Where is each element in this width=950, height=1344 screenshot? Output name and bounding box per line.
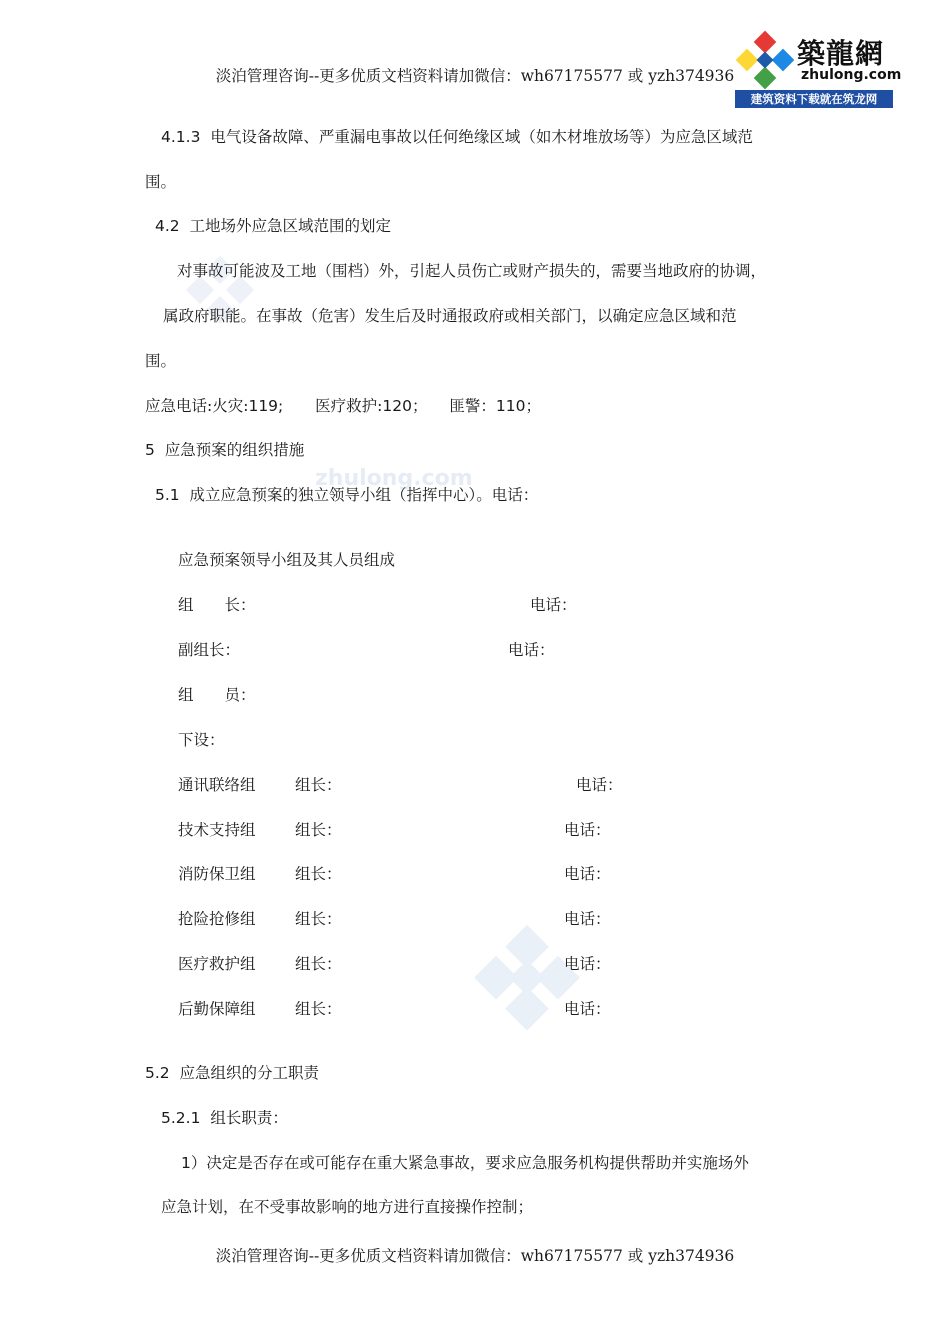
group-name: 抢险抢修组 bbox=[178, 910, 256, 928]
section-number: 4.1.3 bbox=[161, 128, 201, 146]
group-phone-label: 电话： bbox=[576, 776, 623, 794]
group-phone-label: 电话： bbox=[564, 821, 611, 839]
section-5 bbox=[145, 440, 304, 460]
group-phone-label: 电话： bbox=[564, 865, 611, 883]
police-number: 110； bbox=[495, 397, 541, 415]
logo-english-name: zhulong.com bbox=[801, 67, 902, 83]
section-5-2-1 bbox=[161, 1108, 288, 1128]
medical-label: 医疗救护: bbox=[315, 397, 383, 415]
group-name: 后勤保障组 bbox=[178, 1000, 256, 1018]
group-name: 技术支持组 bbox=[178, 821, 256, 839]
section-number: 5.1 bbox=[155, 486, 180, 504]
group-leader-label: 组长： bbox=[295, 1000, 342, 1018]
group-leader-label: 组长： bbox=[295, 865, 342, 883]
section-4-1-3 bbox=[161, 127, 753, 147]
section-number: 4.2 bbox=[155, 217, 180, 235]
logo-top bbox=[735, 30, 902, 90]
section-text: 电气设备故障、严重漏电事故以任何绝缘区域（如木材堆放场等）为应急区域范 bbox=[210, 128, 753, 146]
page-footer: 淡泊管理咨询--更多优质文档资料请加微信：wh67175577 或 yzh374936 bbox=[215, 1247, 735, 1265]
sub-label: 下设： bbox=[178, 731, 225, 749]
group-leader-label: 组长： bbox=[295, 776, 342, 794]
section-number: 5.2 bbox=[145, 1064, 170, 1082]
section-heading: 组长职责： bbox=[210, 1109, 288, 1127]
emergency-phones bbox=[145, 396, 541, 416]
paragraph-line: 围。 bbox=[145, 173, 177, 191]
deputy-label: 副组长： bbox=[178, 641, 241, 659]
section-number: 5 bbox=[145, 441, 155, 459]
members-label: 组 员： bbox=[178, 686, 256, 704]
group-leader-label: 组长： bbox=[295, 821, 342, 839]
section-heading: 应急组织的分工职责 bbox=[179, 1064, 320, 1082]
group-leader-label: 组长： bbox=[295, 955, 342, 973]
section-heading: 应急预案的组织措施 bbox=[164, 441, 305, 459]
duty-item-1 bbox=[181, 1153, 749, 1173]
group-phone-label: 电话： bbox=[564, 955, 611, 973]
group-name: 消防保卫组 bbox=[178, 865, 256, 883]
fire-number: 119; bbox=[248, 397, 284, 415]
medical-number: 120； bbox=[382, 397, 428, 415]
group-name: 医疗救护组 bbox=[178, 955, 256, 973]
deputy-phone-label: 电话： bbox=[508, 641, 555, 659]
paragraph-line: 应急计划，在不受事故影响的地方进行直接操作控制； bbox=[161, 1198, 534, 1216]
section-4-2 bbox=[155, 216, 391, 236]
leader-label: 组 长： bbox=[178, 596, 256, 614]
section-text: 成立应急预案的独立领导小组（指挥中心）。电话： bbox=[189, 486, 539, 504]
group-phone-label: 电话： bbox=[564, 910, 611, 928]
section-heading: 工地场外应急区域范围的划定 bbox=[189, 217, 392, 235]
logo-banner: 建筑资料下载就在筑龙网 bbox=[735, 90, 893, 108]
item-number: 1 bbox=[181, 1154, 191, 1172]
leader-phone-label: 电话： bbox=[530, 596, 577, 614]
logo-chinese-name: 築龍網 bbox=[797, 37, 885, 70]
watermark-text: zhulong.com bbox=[315, 466, 473, 491]
section-number: 5.2.1 bbox=[161, 1109, 201, 1127]
paragraph-line: 对事故可能波及工地（围档）外，引起人员伤亡或财产损失的，需要当地政府的协调， bbox=[177, 262, 767, 280]
item-text: ）决定是否存在或可能存在重大紧急事故，要求应急服务机构提供帮助并实施场外 bbox=[190, 1154, 749, 1172]
paragraph-line: 属政府职能。在事故（危害）发生后及时通报政府或相关部门，以确定应急区域和范 bbox=[163, 307, 737, 325]
section-5-1 bbox=[155, 485, 538, 505]
police-label: 匪警： bbox=[449, 397, 496, 415]
group-phone-label: 电话： bbox=[564, 1000, 611, 1018]
logo-flower-icon bbox=[735, 30, 795, 90]
fire-label: 应急电话:火灾: bbox=[145, 397, 249, 415]
zhulong-logo bbox=[735, 30, 902, 108]
group-leader-label: 组长： bbox=[295, 910, 342, 928]
page-header: 淡泊管理咨询--更多优质文档资料请加微信：wh67175577 或 yzh374936 bbox=[215, 67, 735, 85]
section-5-2 bbox=[145, 1063, 319, 1083]
group-name: 通讯联络组 bbox=[178, 776, 256, 794]
paragraph-line: 围。 bbox=[145, 352, 177, 370]
org-title: 应急预案领导小组及其人员组成 bbox=[178, 551, 396, 569]
